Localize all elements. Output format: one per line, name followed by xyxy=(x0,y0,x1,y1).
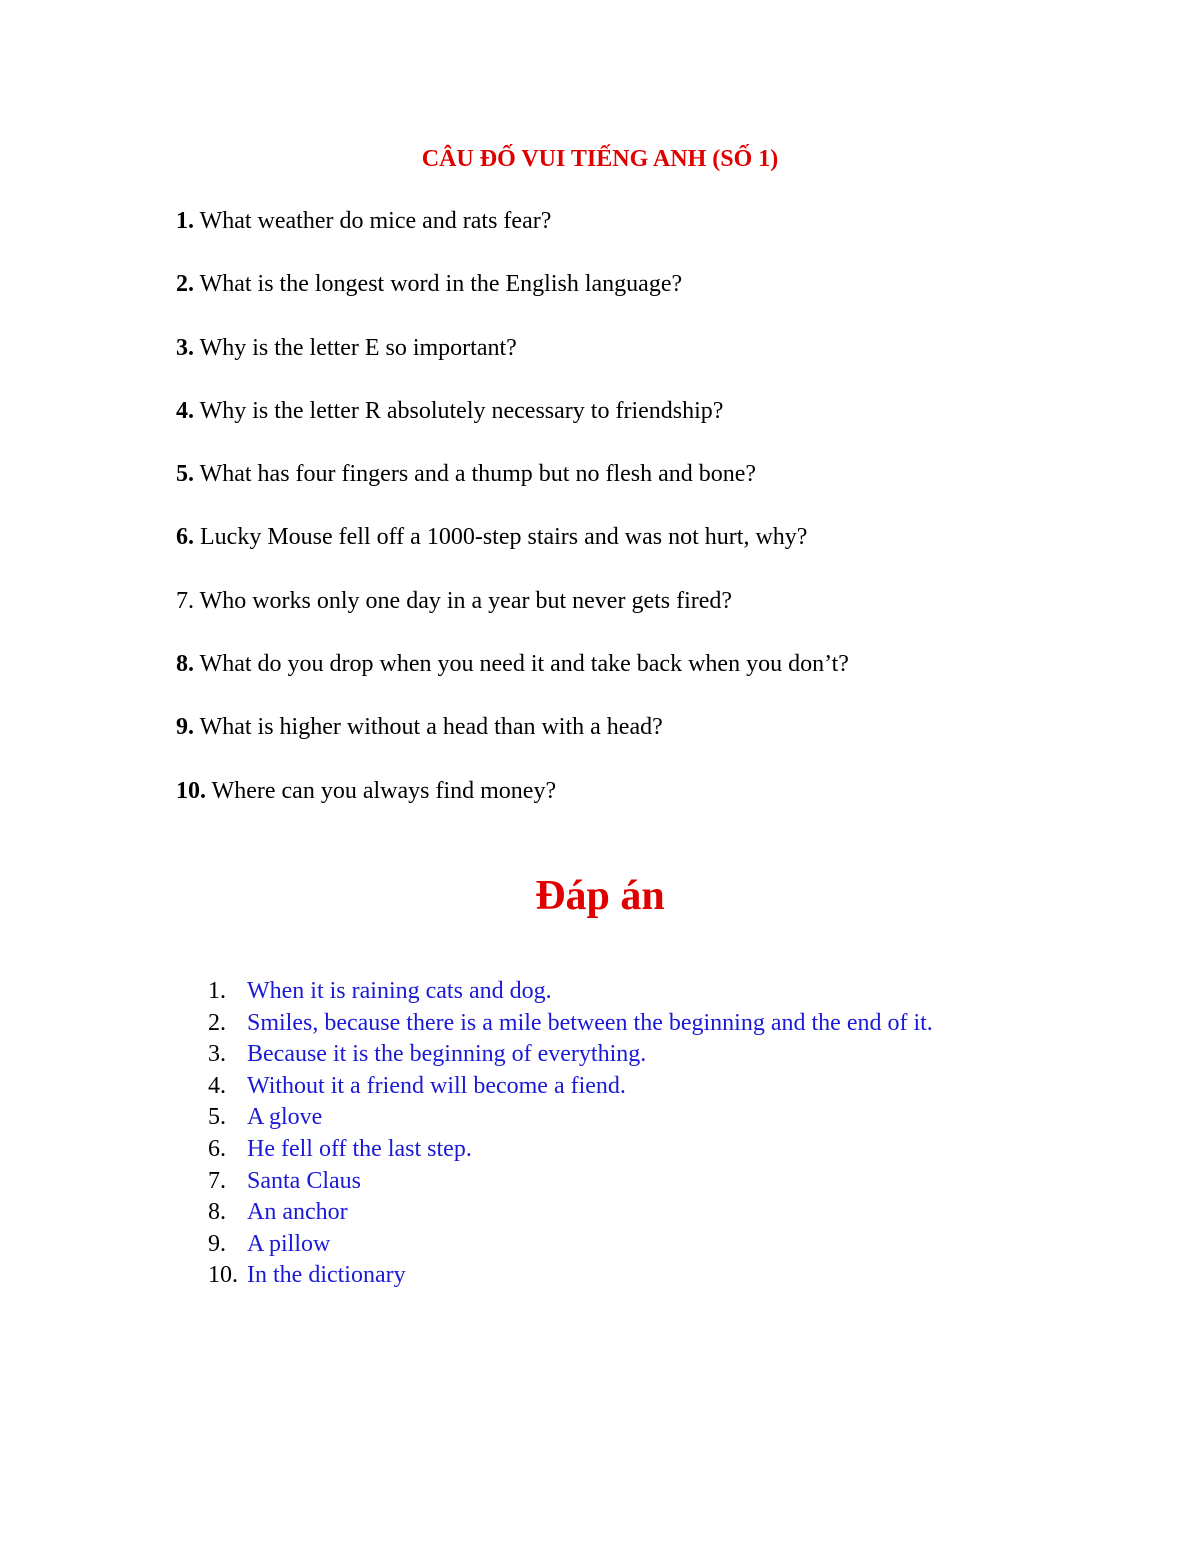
answer-number: 8. xyxy=(208,1199,226,1226)
answer-item-8 xyxy=(208,1197,1028,1229)
question-item-1 xyxy=(176,204,1076,239)
question-number: 9. xyxy=(176,714,194,741)
question-text: Where can you always find money? xyxy=(206,777,557,804)
answer-item-5 xyxy=(208,1102,1028,1134)
answer-text: Santa Claus xyxy=(247,1167,361,1194)
answer-number: 6. xyxy=(208,1135,226,1162)
answer-number: 7. xyxy=(208,1167,226,1194)
question-number: 8. xyxy=(176,651,194,678)
question-text: Why is the letter E so important? xyxy=(194,334,517,361)
answer-number: 2. xyxy=(208,1009,226,1036)
question-item-10 xyxy=(176,774,1076,809)
answer-number: 10. xyxy=(208,1262,238,1289)
question-item-4 xyxy=(176,394,1076,429)
answer-item-3 xyxy=(208,1039,1028,1071)
question-text: What is the longest word in the English language? xyxy=(194,271,683,298)
answer-item-7 xyxy=(208,1166,1028,1198)
answer-item-1 xyxy=(208,976,1028,1008)
question-number: 1. xyxy=(176,208,194,234)
question-number: 2. xyxy=(176,271,194,298)
answer-text: When it is raining cats and dog. xyxy=(247,978,552,1004)
answer-number: 3. xyxy=(208,1041,226,1068)
answer-text: A pillow xyxy=(247,1230,331,1257)
question-text: Why is the letter R absolutely necessary to friendship? xyxy=(194,397,724,424)
answer-item-10 xyxy=(208,1260,1028,1292)
question-text: What has four fingers and a thump but no flesh and bone? xyxy=(194,461,757,488)
answer-item-6 xyxy=(208,1134,1028,1166)
answer-list xyxy=(208,976,1028,1292)
answer-item-4 xyxy=(208,1071,1028,1103)
answer-item-9 xyxy=(208,1229,1028,1261)
question-text: What is higher without a head than with a head? xyxy=(194,714,663,741)
question-text: Lucky Mouse fell off a 1000-step stairs and was not hurt, why? xyxy=(194,524,808,551)
question-item-8 xyxy=(176,647,1076,682)
answer-text: He fell off the last step. xyxy=(247,1135,472,1162)
question-item-3 xyxy=(176,331,1076,366)
question-text: What do you drop when you need it and take back when you don’t? xyxy=(194,651,849,678)
answer-item-2 xyxy=(208,1008,1028,1040)
answer-text: An anchor xyxy=(247,1199,348,1226)
question-item-2 xyxy=(176,267,1076,302)
answer-text: Smiles, because there is a mile between the beginning and the end of it. xyxy=(247,1009,933,1036)
question-item-5 xyxy=(176,457,1076,492)
answer-text: Without it a friend will become a fiend. xyxy=(247,1072,626,1099)
answer-number: 4. xyxy=(208,1072,226,1099)
question-item-7 xyxy=(176,584,1076,619)
question-number: 3. xyxy=(176,334,194,361)
answer-text: Because it is the beginning of everything. xyxy=(247,1041,647,1068)
answer-text: In the dictionary xyxy=(247,1262,406,1289)
question-item-6 xyxy=(176,520,1076,555)
answer-number: 5. xyxy=(208,1104,226,1131)
question-text: Who works only one day in a year but never gets fired? xyxy=(194,587,733,614)
question-text: What weather do mice and rats fear? xyxy=(194,208,552,234)
question-number: 4. xyxy=(176,397,194,424)
question-number: 7. xyxy=(176,587,194,614)
answers-heading: Đáp án xyxy=(535,873,665,919)
question-number: 10. xyxy=(176,777,206,804)
question-list xyxy=(176,204,1076,837)
question-number: 5. xyxy=(176,461,194,488)
question-number: 6. xyxy=(176,524,194,551)
answer-number: 1. xyxy=(208,978,226,1004)
answer-number: 9. xyxy=(208,1230,226,1257)
question-item-9 xyxy=(176,710,1076,745)
answer-text: A glove xyxy=(247,1104,323,1131)
document-title: CÂU ĐỐ VUI TIẾNG ANH (SỐ 1) xyxy=(421,146,779,172)
